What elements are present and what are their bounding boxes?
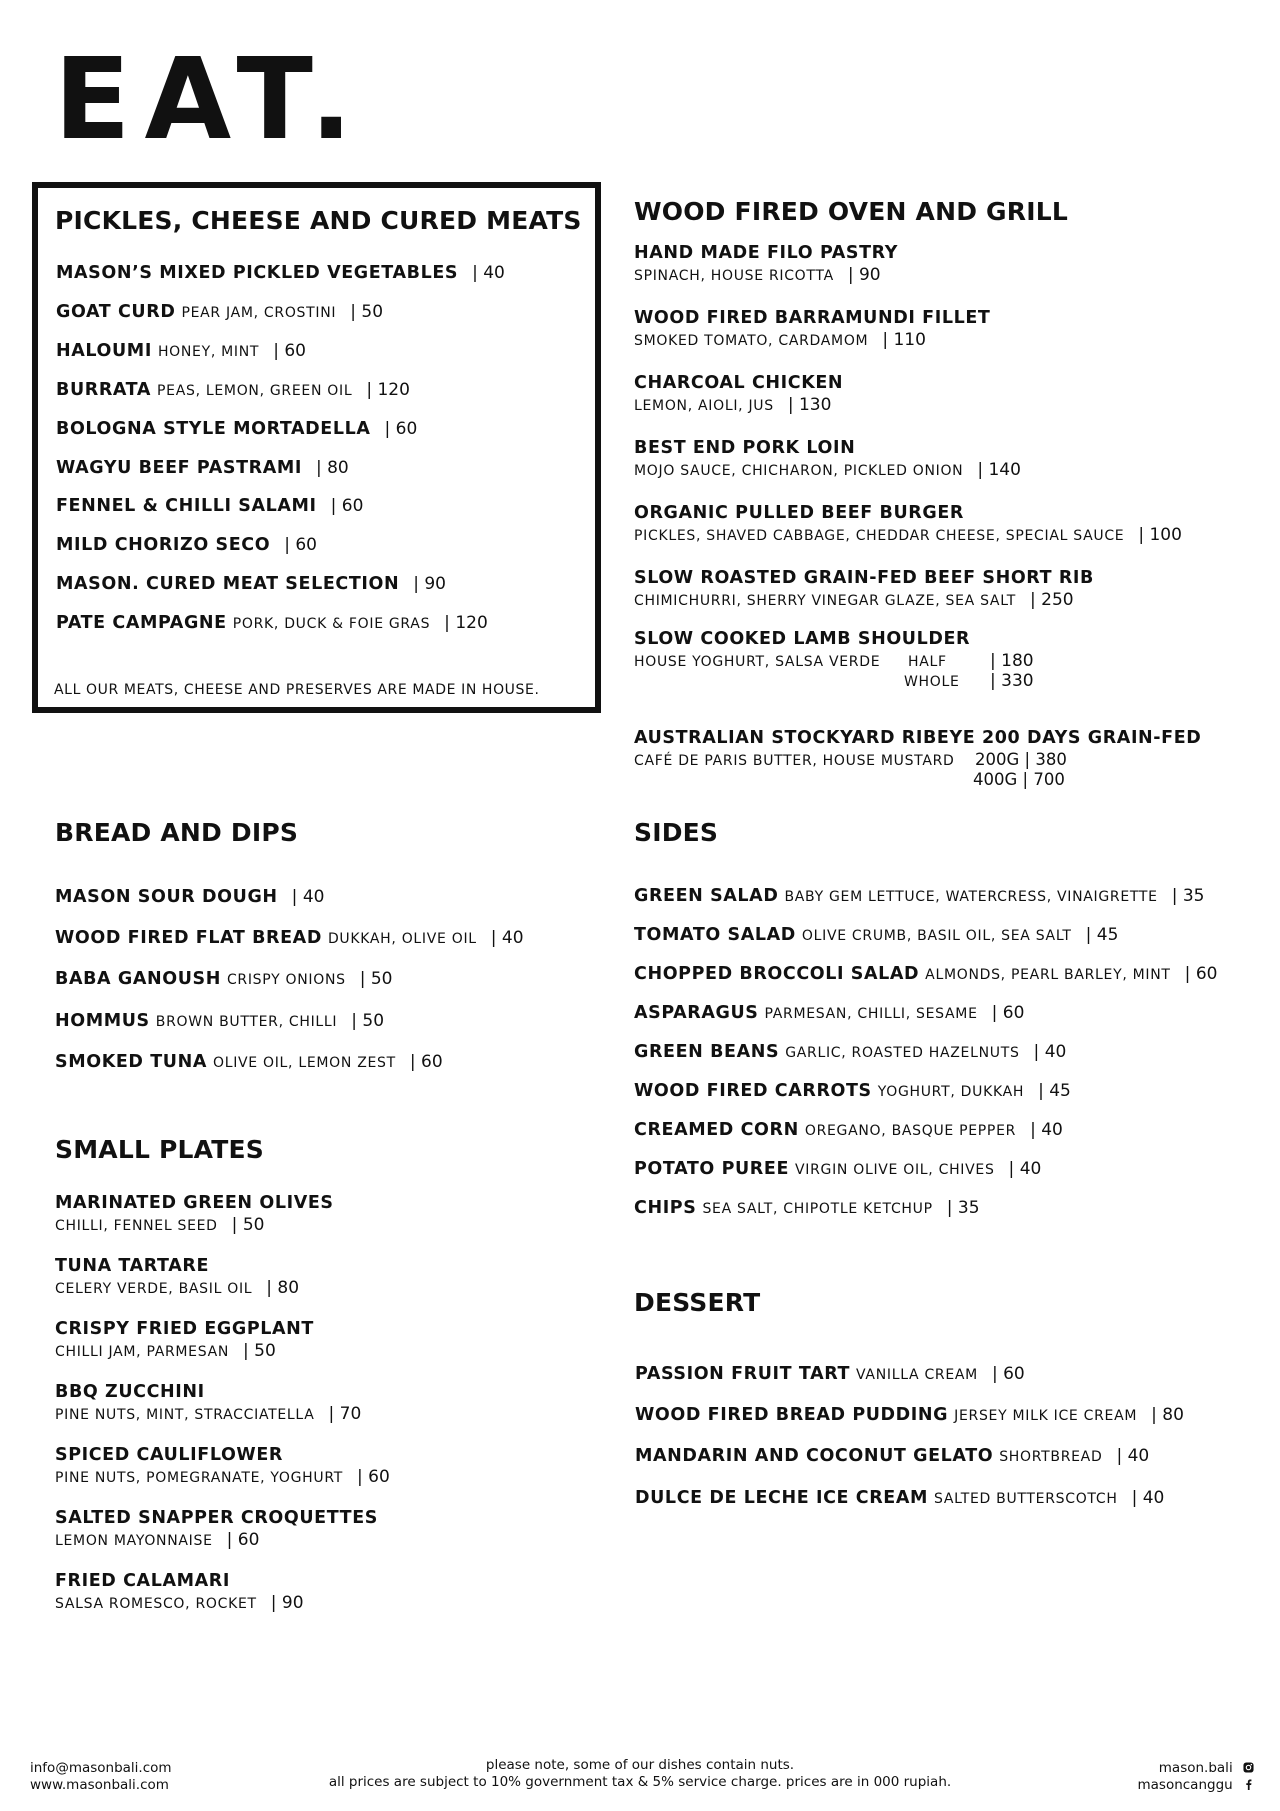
sides-title: SIDES xyxy=(634,818,719,847)
item-price: | 60 xyxy=(992,1003,1025,1023)
item-desc: LEMON MAYONNAISE xyxy=(55,1532,213,1549)
item-desc: VIRGIN OLIVE OIL, CHIVES xyxy=(795,1162,995,1178)
item-desc: OLIVE OIL, LEMON ZEST xyxy=(212,1054,396,1071)
item-price: | 70 xyxy=(329,1404,362,1424)
menu-item-smoked-tuna xyxy=(55,1051,443,1072)
footer-social xyxy=(1137,1760,1254,1794)
ribeye-opt-200: 200G | 380 xyxy=(975,749,1067,769)
item-price: | 90 xyxy=(271,1593,304,1613)
item-desc: OREGANO, BASQUE PEPPER xyxy=(804,1123,1017,1139)
item-desc: PORK, DUCK & FOIE GRAS xyxy=(232,616,431,633)
item-price: | 120 xyxy=(366,380,410,400)
item-desc: VANILLA CREAM xyxy=(856,1367,978,1383)
item-price: | 40 xyxy=(472,263,505,283)
item-desc: CRISPY ONIONS xyxy=(226,972,346,989)
menu-item-green-beans xyxy=(634,1044,1066,1062)
item-name: SLOW ROASTED GRAIN-FED BEEF SHORT RIB xyxy=(634,568,1094,588)
item-name: MARINATED GREEN OLIVES xyxy=(55,1193,334,1213)
item-desc: MOJO SAUCE, CHICHARON, PICKLED ONION xyxy=(634,462,964,479)
item-desc: CELERY VERDE, BASIL OIL xyxy=(55,1280,253,1297)
menu-item-asparagus xyxy=(634,1005,1024,1023)
menu-item-crispy-fried-eggplant xyxy=(55,1321,314,1361)
lamb-whole-label: WHOLE xyxy=(904,673,960,690)
menu-item-marinated-green-olives xyxy=(55,1195,334,1235)
item-desc: JERSEY MILK ICE CREAM xyxy=(954,1408,1138,1425)
item-price: | 60 xyxy=(992,1364,1025,1384)
item-price: | 60 xyxy=(284,535,317,555)
item-name: BBQ ZUCCHINI xyxy=(55,1382,205,1402)
item-desc: HONEY, MINT xyxy=(157,343,260,360)
item-price: | 90 xyxy=(413,574,446,594)
menu-item-mason-cured-meat-selection xyxy=(56,576,446,594)
menu-item-mason-s-mixed-pickled-vegetables xyxy=(56,265,505,283)
item-name: MILD CHORIZO SECO xyxy=(56,535,271,556)
item-name: BURRATA xyxy=(56,379,152,400)
lamb-item xyxy=(634,631,1134,689)
item-name: CREAMED CORN xyxy=(634,1120,799,1140)
lamb-half-label: HALF xyxy=(908,653,947,670)
menu-item-wood-fired-flat-bread xyxy=(55,930,524,948)
menu-item-burrata xyxy=(56,379,410,400)
footer-instagram[interactable]: mason.bali xyxy=(1137,1760,1254,1777)
item-price: | 50 xyxy=(232,1215,265,1235)
footer-notes xyxy=(290,1757,990,1791)
item-desc: BROWN BUTTER, CHILLI xyxy=(155,1013,338,1030)
menu-item-tomato-salad xyxy=(634,927,1118,945)
item-name: TOMATO SALAD xyxy=(634,925,796,945)
item-price: | 100 xyxy=(1138,525,1182,545)
item-desc: PARMESAN, CHILLI, SESAME xyxy=(764,1006,978,1022)
menu-item-chopped-broccoli-salad xyxy=(634,966,1217,984)
menu-item-mason-sour-dough xyxy=(55,889,324,907)
item-price: | 250 xyxy=(1030,590,1074,610)
menu-item-bbq-zucchini xyxy=(55,1384,361,1424)
item-name: CHARCOAL CHICKEN xyxy=(634,373,844,393)
item-name: CHOPPED BROCCOLI SALAD xyxy=(634,964,920,984)
menu-item-mild-chorizo-seco xyxy=(56,537,317,555)
item-desc: BABY GEM LETTUCE, WATERCRESS, VINAIGRETTE xyxy=(784,889,1158,905)
lamb-half-price: | 180 xyxy=(990,650,1034,671)
item-desc: PICKLES, SHAVED CABBAGE, CHEDDAR CHEESE, SPECIAL SAUCE xyxy=(634,527,1125,544)
item-desc: SMOKED TOMATO, CARDAMOM xyxy=(634,332,869,349)
menu-item-haloumi xyxy=(56,340,306,361)
item-name: SPICED CAULIFLOWER xyxy=(55,1445,283,1465)
item-price: | 140 xyxy=(977,460,1021,480)
dessert-title: DESSERT xyxy=(634,1288,761,1317)
item-name: MANDARIN AND COCONUT GELATO xyxy=(635,1446,994,1467)
grill-title: WOOD FIRED OVEN AND GRILL xyxy=(634,197,1068,226)
item-price: | 60 xyxy=(227,1530,260,1550)
item-price: | 80 xyxy=(266,1278,299,1298)
item-price: | 40 xyxy=(1132,1488,1165,1508)
menu-item-hommus xyxy=(55,1010,385,1031)
item-name: WOOD FIRED BREAD PUDDING xyxy=(635,1405,949,1426)
footer-website[interactable]: www.masonbali.com xyxy=(30,1777,169,1793)
item-name: PASSION FRUIT TART xyxy=(635,1364,851,1384)
item-desc: SALTED BUTTERSCOTCH xyxy=(934,1490,1118,1507)
facebook-icon xyxy=(1243,1779,1254,1790)
item-price: | 45 xyxy=(1086,925,1119,945)
item-desc: OLIVE CRUMB, BASIL OIL, SEA SALT xyxy=(801,928,1072,944)
menu-item-wagyu-beef-pastrami xyxy=(56,457,349,478)
menu-item-mandarin-and-coconut-gelato xyxy=(635,1448,1149,1466)
menu-item-wood-fired-carrots xyxy=(634,1083,1071,1101)
lamb-whole-price: | 330 xyxy=(990,670,1034,691)
item-price: | 60 xyxy=(273,341,306,361)
menu-item-potato-puree xyxy=(634,1161,1041,1179)
item-price: | 40 xyxy=(292,887,325,907)
item-price: | 60 xyxy=(410,1052,443,1072)
ribeye-opt-400: 400G | 700 xyxy=(973,769,1065,789)
item-name: FENNEL & CHILLI SALAMI xyxy=(56,496,317,517)
item-name: CHIPS xyxy=(634,1198,697,1218)
footer-facebook[interactable]: masoncanggu xyxy=(1137,1777,1254,1794)
footer-contact xyxy=(30,1760,172,1794)
item-price: | 50 xyxy=(360,969,393,989)
item-price: | 50 xyxy=(351,1011,384,1031)
item-price: | 80 xyxy=(316,458,349,478)
instagram-icon xyxy=(1243,1762,1254,1773)
item-price: | 60 xyxy=(357,1467,390,1487)
menu-item-creamed-corn xyxy=(634,1122,1063,1140)
item-desc: SPINACH, HOUSE RICOTTA xyxy=(634,267,834,284)
menu-item-slow-roasted-grain-fed-beef-short-rib xyxy=(634,570,1094,610)
item-price: | 35 xyxy=(947,1198,980,1218)
pickles-note: ALL OUR MEATS, CHEESE AND PRESERVES ARE MADE IN HOUSE. xyxy=(54,682,540,698)
menu-item-baba-ganoush xyxy=(55,971,393,989)
menu-item-dulce-de-leche-ice-cream xyxy=(635,1487,1165,1508)
item-price: | 120 xyxy=(444,613,488,633)
item-desc: SHORTBREAD xyxy=(999,1449,1103,1466)
lamb-desc: HOUSE YOGHURT, SALSA VERDE xyxy=(634,653,881,670)
menu-item-wood-fired-barramundi-fillet xyxy=(634,310,990,350)
footer-email[interactable]: info@masonbali.com xyxy=(30,1760,172,1776)
menu-item-goat-curd xyxy=(56,301,384,322)
pickles-box xyxy=(32,182,601,713)
page-title: EAT. xyxy=(54,35,367,165)
item-name: GOAT CURD xyxy=(56,301,176,322)
menu-item-spiced-cauliflower xyxy=(55,1447,390,1487)
item-name: GREEN BEANS xyxy=(634,1042,780,1062)
item-name: HOMMUS xyxy=(55,1010,150,1031)
item-price: | 50 xyxy=(350,302,383,322)
item-name: MASON SOUR DOUGH xyxy=(55,887,278,907)
pickles-title: PICKLES, CHEESE AND CURED MEATS xyxy=(55,206,582,235)
item-name: BABA GANOUSH xyxy=(55,969,221,990)
item-name: CRISPY FRIED EGGPLANT xyxy=(55,1319,314,1339)
item-name: DULCE DE LECHE ICE CREAM xyxy=(635,1487,929,1508)
menu-item-salted-snapper-croquettes xyxy=(55,1510,378,1550)
bread-title: BREAD AND DIPS xyxy=(55,818,299,847)
item-price: | 60 xyxy=(1185,964,1218,984)
item-name: HAND MADE FILO PASTRY xyxy=(634,243,899,263)
item-desc: DUKKAH, OLIVE OIL xyxy=(327,931,477,948)
item-name: MASON’S MIXED PICKLED VEGETABLES xyxy=(56,263,459,283)
ribeye-desc: CAFÉ DE PARIS BUTTER, HOUSE MUSTARD xyxy=(634,752,955,769)
item-price: | 80 xyxy=(1151,1405,1184,1425)
item-desc: PINE NUTS, MINT, STRACCIATELLA xyxy=(55,1406,315,1423)
item-desc: PEAR JAM, CROSTINI xyxy=(181,304,337,321)
item-name: WOOD FIRED BARRAMUNDI FILLET xyxy=(634,308,991,328)
item-name: WOOD FIRED CARROTS xyxy=(634,1081,872,1101)
item-desc: PINE NUTS, POMEGRANATE, YOGHURT xyxy=(55,1469,344,1486)
item-price: | 40 xyxy=(491,928,524,948)
item-name: POTATO PUREE xyxy=(634,1159,789,1179)
menu-item-green-salad xyxy=(634,888,1205,906)
item-desc: CHIMICHURRI, SHERRY VINEGAR GLAZE, SEA SALT xyxy=(634,592,1017,609)
item-name: SMOKED TUNA xyxy=(55,1051,207,1072)
item-desc: YOGHURT, DUKKAH xyxy=(877,1084,1025,1100)
item-name: FRIED CALAMARI xyxy=(55,1571,230,1591)
ribeye-name: AUSTRALIAN STOCKYARD RIBEYE 200 DAYS GRAIN-FED xyxy=(634,728,1202,748)
item-name: PATE CAMPAGNE xyxy=(56,613,227,634)
item-price: | 40 xyxy=(1030,1120,1063,1140)
item-name: GREEN SALAD xyxy=(634,886,779,906)
item-price: | 60 xyxy=(385,419,418,439)
small-title: SMALL PLATES xyxy=(55,1135,264,1164)
menu-item-wood-fired-bread-pudding xyxy=(635,1407,1184,1425)
item-price: | 50 xyxy=(243,1341,276,1361)
item-desc: LEMON, AIOLI, JUS xyxy=(634,397,774,414)
item-name: WAGYU BEEF PASTRAMI xyxy=(56,457,302,478)
item-desc: CHILLI JAM, PARMESAN xyxy=(55,1343,230,1360)
item-name: WOOD FIRED FLAT BREAD xyxy=(55,928,322,949)
menu-item-bologna-style-mortadella xyxy=(56,418,418,439)
item-name: MASON. CURED MEAT SELECTION xyxy=(56,574,400,595)
menu-item-hand-made-filo-pastry xyxy=(634,245,898,285)
item-name: ASPARAGUS xyxy=(634,1003,759,1023)
item-name: TUNA TARTARE xyxy=(55,1256,209,1276)
menu-item-passion-fruit-tart xyxy=(635,1366,1025,1384)
menu-item-organic-pulled-beef-burger xyxy=(634,505,1182,545)
lamb-name: SLOW COOKED LAMB SHOULDER xyxy=(634,629,971,649)
item-desc: SEA SALT, CHIPOTLE KETCHUP xyxy=(702,1201,933,1217)
item-name: BOLOGNA STYLE MORTADELLA xyxy=(56,418,371,439)
item-desc: PEAS, LEMON, GREEN OIL xyxy=(157,382,353,399)
ribeye-item xyxy=(634,730,1201,788)
item-price: | 40 xyxy=(1034,1042,1067,1062)
item-price: | 130 xyxy=(788,395,832,415)
item-name: ORGANIC PULLED BEEF BURGER xyxy=(634,503,964,523)
menu-item-fried-calamari xyxy=(55,1573,304,1613)
item-desc: GARLIC, ROASTED HAZELNUTS xyxy=(785,1045,1020,1061)
item-price: | 60 xyxy=(331,496,364,516)
footer-note-prices: all prices are subject to 10% government tax & 5% service charge. prices are in 000 rupiah. xyxy=(328,1774,952,1790)
item-price: | 40 xyxy=(1009,1159,1042,1179)
menu-item-best-end-pork-loin xyxy=(634,440,1021,480)
menu-item-chips xyxy=(634,1200,980,1218)
item-name: SALTED SNAPPER CROQUETTES xyxy=(55,1508,378,1528)
menu-item-fennel-chilli-salami xyxy=(56,498,363,516)
footer-note-nuts: please note, some of our dishes contain nuts. xyxy=(485,1757,795,1773)
item-name: BEST END PORK LOIN xyxy=(634,438,856,458)
menu-item-tuna-tartare xyxy=(55,1258,299,1298)
item-price: | 45 xyxy=(1038,1081,1071,1101)
item-price: | 110 xyxy=(882,330,926,350)
item-price: | 35 xyxy=(1172,886,1205,906)
menu-item-pate-campagne xyxy=(56,615,488,633)
item-name: HALOUMI xyxy=(56,340,152,361)
item-price: | 90 xyxy=(848,265,881,285)
menu-item-charcoal-chicken xyxy=(634,375,843,415)
item-price: | 40 xyxy=(1116,1446,1149,1466)
item-desc: SALSA ROMESCO, ROCKET xyxy=(55,1595,257,1612)
item-desc: ALMONDS, PEARL BARLEY, MINT xyxy=(925,967,1171,983)
item-desc: CHILLI, FENNEL SEED xyxy=(55,1217,218,1234)
